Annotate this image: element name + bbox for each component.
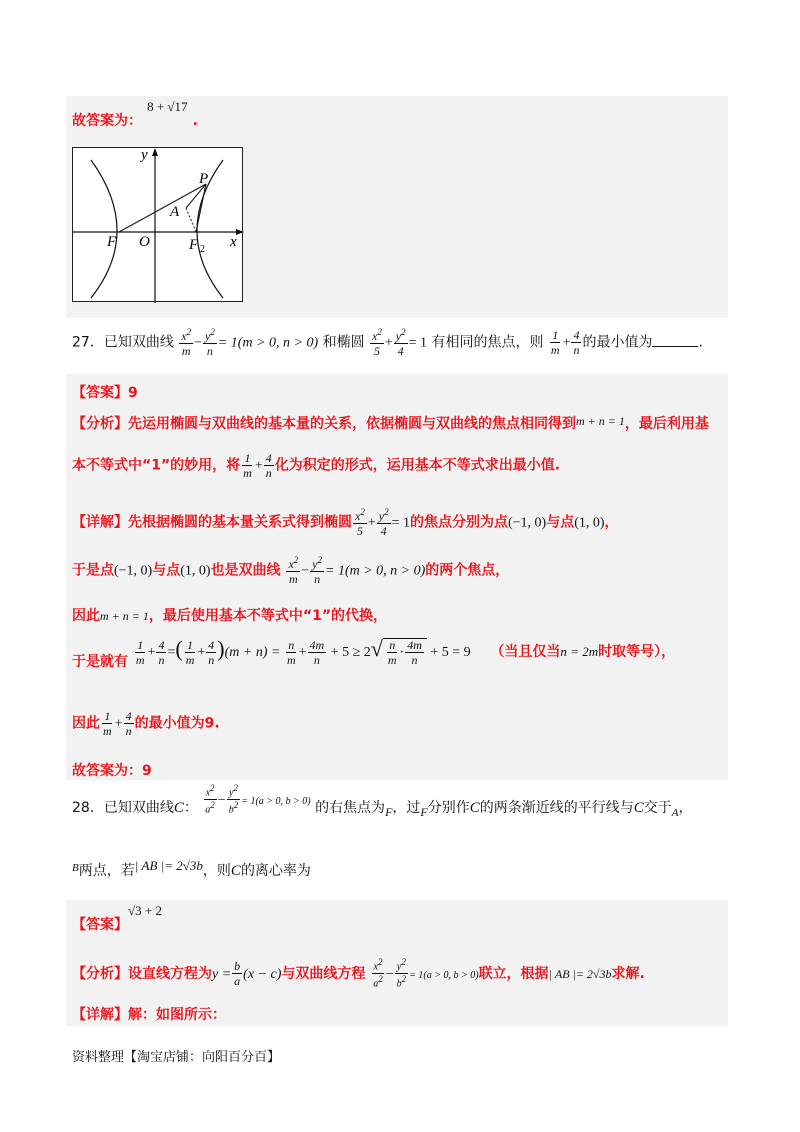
q27-eq-frac-1m: $\frac{1}{m}$	[135, 637, 145, 667]
q27-detail-frac-y24: $\frac{y^2}{4}$	[378, 507, 389, 538]
q28-F2: F	[420, 804, 428, 819]
q27-detail-math3: m + n = 1	[100, 609, 149, 623]
q28-comma: ，	[678, 799, 693, 816]
q28-analysis-text2: 与双曲线方程	[281, 965, 366, 982]
q28-detail-text: 解：如图所示：	[128, 1007, 226, 1023]
q28-text-3: ，过	[392, 799, 421, 816]
q27-detail-text4a: 于是就有	[72, 654, 128, 670]
q27-text-5: 的最小值为	[582, 334, 653, 351]
q28-frac-y2b2: $\frac{y2}{b2}$	[228, 783, 239, 816]
prev-answer-label: 故答案为：	[72, 113, 142, 129]
q28-number: 28．	[72, 799, 104, 816]
q27-text-4: 有相同的焦点，则	[431, 334, 544, 351]
q27-detail-condition: = 1(m > 0, n > 0)	[325, 563, 426, 579]
q27-detail-line5: 因此 $\frac{1}{m}$ + $\frac{4}{n}$ 的最小值为9.	[72, 709, 220, 738]
q28-question-line2	[72, 860, 311, 880]
q27-condition: = 1(m > 0, n > 0)	[217, 335, 319, 351]
q27-frac-x25: $\frac{x^2}{5}$	[372, 327, 382, 358]
x-axis-arrow	[236, 229, 244, 235]
q28-analysis-frac-ba: $\frac{b}{a}$	[234, 959, 241, 989]
q28-B: B	[72, 862, 79, 874]
q27-eq-sqrt-frac-4mn: $\frac{4m}{n}$	[407, 637, 422, 667]
q27-eq1: = 1	[408, 335, 427, 351]
q27-detail-text1b: 的焦点分别为点	[409, 514, 508, 531]
q27-detail-line3	[72, 605, 387, 625]
q28-C2: C	[469, 799, 480, 816]
q27-detail-text2a: 于是点	[72, 562, 114, 579]
q28-analysis-condition: = 1(a > 0, b > 0)	[409, 969, 479, 981]
q27-eq-frac-4mn: $\frac{4m}{n}$	[309, 637, 325, 667]
q28-analysis-text1: 设直线方程为	[128, 965, 212, 982]
q28-question-line1: 28．已知双曲线C： $\frac{x2}{a2}$ − $\frac{y2}{b2}$ $^{= 1(a > 0, b > 0)}$ 的右焦点为F，过F分别作C的两条渐近线的平行线与C交于$_A$，	[72, 783, 693, 819]
q27-detail-text1d: ，	[604, 514, 619, 531]
q27-analysis-line1	[72, 413, 709, 433]
q27-final-label: 故答案为：	[72, 763, 142, 779]
q27-detail-text2c: 也是双曲线	[210, 562, 281, 579]
q27-final-answer	[72, 760, 152, 780]
q27-detail-point2b: (1, 0)	[180, 563, 211, 579]
q27-frac-x2m: $\frac{x^2}{m}$	[181, 327, 192, 358]
q28-text-9: 的离心率为	[240, 863, 311, 879]
q27-detail-text2b: 与点	[152, 562, 181, 579]
label-A: A	[170, 204, 180, 220]
q27-detail-line4: 于是就有 $\frac{1}{m}$ + $\frac{4}{n}$ =( $\frac{1}{m}$ + $\frac{4}{n}$ )(m + n) = $\frac{n}{m}$ + $\frac{4m}{n}$ + 5 ≥ 2√ $\frac{n}{m}$ · $\frac{4m}{n}$ + 5 = 9 （当且仅当n = 2m时取等号），	[72, 636, 676, 670]
q28-A: A	[671, 806, 679, 819]
q27-eq-note-a: （当且仅当	[490, 644, 561, 660]
q28-C: C	[173, 799, 184, 816]
q27-detail-frac5-4n: $\frac{4}{n}$	[125, 709, 132, 738]
q27-analysis-text2b: 化为积定的形式，运用基本不等式求出最小值.	[274, 457, 561, 474]
q27-frac-y24: $\frac{y^2}{4}$	[395, 327, 406, 358]
q27-eq-frac-1m-b: $\frac{1}{m}$	[185, 637, 195, 667]
q27-detail-text2d: 的两个焦点，	[425, 562, 510, 579]
q27-analysis-label: 【分析】	[72, 416, 128, 432]
q27-final-value: 9	[142, 763, 152, 779]
q27-detail-text3a: 因此	[72, 608, 100, 624]
q27-detail-text3b: ，最后使用基本不等式中“1”的代换，	[148, 608, 388, 624]
q27-detail-frac-y2n: $\frac{y^2}{n}$	[312, 555, 322, 586]
q27-analysis-text1-end: ，最后利用基	[624, 416, 709, 432]
q27-detail-text1a: 先根据椭圆的基本量关系式得到椭圆	[128, 514, 352, 531]
q28-C3: C	[633, 799, 644, 816]
footer	[72, 1046, 280, 1065]
q28-text-6: 交于	[643, 799, 672, 816]
q28-analysis: 【分析】设直线方程为y = $\frac{b}{a}$ (x − c)与双曲线方程 $\frac{x2}{a2}$ − $\frac{y2}{b2}$ = 1(a > 0, b > 0)联立，根据| AB |= 2√3b求解.	[72, 957, 645, 990]
q27-detail-frac-x2m: $\frac{x^2}{m}$	[288, 555, 299, 586]
prev-answer-value: 8 + √17	[147, 99, 188, 114]
q27-answer-blank	[652, 334, 698, 347]
q27-analysis-line2: 本不等式中“1”的妙用，将 $\frac{1}{m}$ + $\frac{4}{n}$ 化为积定的形式，运用基本不等式求出最小值.	[72, 451, 561, 480]
q28-analysis-frac-y2b2: $\frac{y2}{b2}$	[396, 957, 407, 990]
label-F: F	[107, 234, 117, 250]
line-AF2	[186, 208, 196, 232]
q28-C4: C	[230, 863, 241, 879]
q27-detail-text1c: 与点	[546, 514, 575, 531]
q27-eq-sqrt-frac-nm: $\frac{n}{m}$	[387, 637, 397, 667]
y-axis-arrow	[152, 148, 158, 156]
q27-detail-label: 【详解】	[72, 514, 128, 531]
label-y: y	[141, 148, 148, 163]
q28-condition: = 1(a > 0, b > 0)	[241, 795, 311, 807]
q27-frac-4n: $\frac{4}{n}$	[573, 328, 580, 357]
q27-eq-sqrt: $\frac{n}{m}$ · $\frac{4m}{n}$	[383, 638, 427, 666]
q28-text-7: 两点，若	[78, 863, 135, 879]
q27-answer	[72, 382, 138, 402]
label-F2-sub: 2	[200, 244, 205, 255]
q28-ab: | AB |= 2√3b	[134, 858, 203, 873]
footer-text: 资料整理【淘宝店铺：向阳百分百】	[72, 1050, 281, 1065]
q27-detail-point1b: (−1, 0)	[114, 563, 153, 579]
prev-answer-end: .	[192, 113, 198, 129]
q27-analysis-frac-4n: $\frac{4}{n}$	[265, 451, 272, 480]
label-O: O	[139, 234, 150, 250]
q27-text-2: 和椭圆	[322, 334, 365, 351]
line-PF2	[196, 184, 206, 232]
q28-detail	[72, 1004, 226, 1024]
q28-answer	[72, 903, 162, 933]
q27-eq-note-math: n = 2m	[560, 644, 599, 659]
q27-detail-point1: (−1, 0)	[507, 515, 547, 531]
q28-analysis-text3: 联立，根据	[478, 965, 549, 982]
q27-detail-text5b: 的最小值为9.	[134, 715, 220, 732]
q27-eq-frac-nm: $\frac{n}{m}$	[286, 637, 296, 667]
q28-answer-value: √3 + 2	[128, 903, 162, 918]
q28-analysis-label: 【分析】	[72, 965, 128, 982]
q28-frac-x2a2: $\frac{x2}{a2}$	[205, 783, 215, 816]
hyperbola-figure	[72, 147, 243, 302]
q28-text-5: 的两条渐近线的平行线与	[479, 799, 634, 816]
q27-frac-1m: $\frac{1}{m}$	[550, 328, 560, 357]
q27-eq-frac-4n: $\frac{4}{n}$	[158, 637, 165, 667]
q27-eq-part3: + 5 = 9	[426, 645, 471, 660]
q28-text-1: 已知双曲线	[103, 799, 174, 816]
q27-detail-line2: 于是点(−1, 0)与点(1, 0)也是双曲线 $\frac{x^2}{m}$ − $\frac{y^2}{n}$ = 1(m > 0, n > 0)的两个焦点，	[72, 555, 510, 586]
q27-question: 27．已知双曲线 $\frac{x^2}{m}$ − $\frac{y^2}{n}$ = 1(m > 0, n > 0) 和椭圆 $\frac{x^2}{5}$ + $\frac{y^2}{4}$ = 1 有相同的焦点，则 $\frac{1}{m}$ + $\frac{4}{n}$ 的最小值为 .	[72, 327, 703, 358]
q28-text-8: ，则	[202, 863, 231, 879]
q27-eq-part2: + 5 ≥ 2	[327, 645, 371, 660]
q28-analysis-ab: | AB |= 2√3b	[548, 966, 612, 981]
q27-detail-text5a: 因此	[72, 715, 100, 732]
q28-text-4: 分别作	[427, 799, 470, 816]
q27-end: .	[698, 334, 703, 351]
q27-analysis-text2a: 本不等式中“1”的妙用，将	[72, 457, 241, 474]
q27-analysis-text1: 先运用椭圆与双曲线的基本量的关系，依据椭圆与双曲线的焦点相同得到	[128, 416, 576, 432]
q28-analysis-frac-x2a2: $\frac{x2}{a2}$	[373, 957, 383, 990]
q27-eq-part1: (m + n) =	[224, 645, 284, 660]
left-branch	[91, 160, 117, 298]
q27-detail-frac5-1m: $\frac{1}{m}$	[103, 709, 112, 738]
line-FP	[119, 184, 206, 232]
label-x: x	[230, 234, 237, 250]
q27-analysis-frac-1m: $\frac{1}{m}$	[243, 451, 252, 480]
hyperbola-diagram	[73, 148, 244, 303]
label-F2: F	[189, 237, 199, 253]
q27-number: 27．	[72, 334, 104, 351]
q27-analysis-math1: m + n = 1	[576, 414, 625, 428]
q27-eq-frac-4n-b: $\frac{4}{n}$	[208, 637, 215, 667]
q28-analysis-text4: 求解.	[611, 965, 645, 982]
label-P: P	[199, 171, 209, 187]
q27-detail-point2: (1, 0)	[574, 515, 605, 531]
prev-answer-line	[72, 99, 198, 129]
q27-eq-note-b: 时取等号），	[598, 644, 676, 660]
q28-text-2: 的右焦点为	[315, 799, 386, 816]
q27-answer-label: 【答案】	[72, 385, 128, 401]
q27-answer-value: 9	[128, 385, 138, 401]
q28-F: F	[385, 804, 393, 819]
q27-frac-y2n: $\frac{y^2}{n}$	[205, 327, 215, 358]
q27-text-1: 已知双曲线	[103, 334, 174, 351]
q27-detail-line1: 【详解】先根据椭圆的基本量关系式得到椭圆 $\frac{x^2}{5}$ + $\frac{y^2}{4}$ = 1的焦点分别为点(−1, 0)与点(1, 0)，	[72, 507, 619, 538]
q27-detail-frac-x25: $\frac{x^2}{5}$	[355, 507, 365, 538]
q28-answer-label: 【答案】	[72, 917, 128, 933]
q28-detail-label: 【详解】	[72, 1007, 128, 1023]
